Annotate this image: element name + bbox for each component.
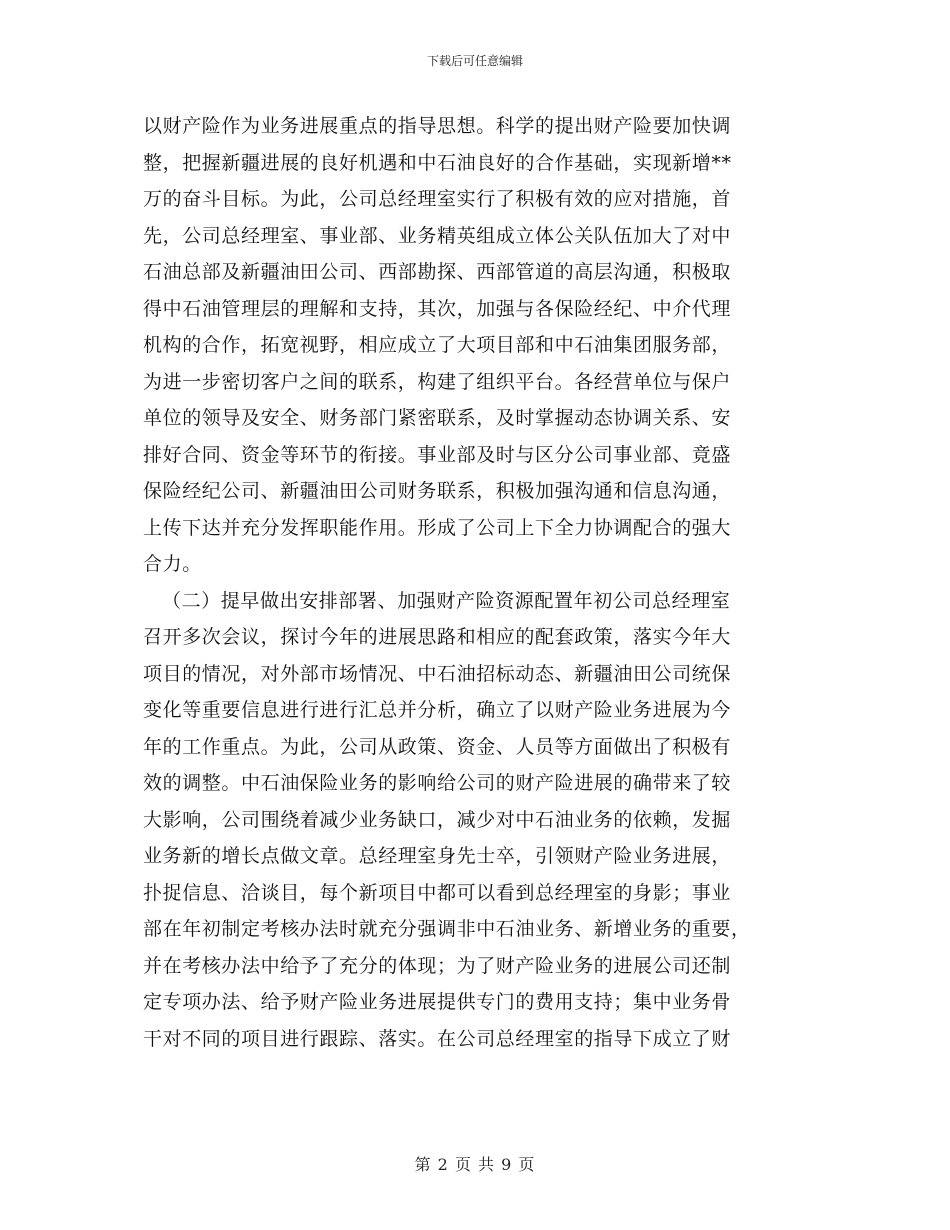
text-line: 保险经纪公司、新疆油田公司财务联系，积极加强沟通和信息沟通， <box>143 480 732 502</box>
text-line: 大影响，公司围绕着减少业务缺口，减少对中石油业务的依赖，发掘 <box>143 808 732 831</box>
text-line: 效的调整。中石油保险业务的影响给公司的财产险进展的确带来了较 <box>143 772 732 794</box>
text-line: 上传下达并充分发挥职能作用。形成了公司上下全力协调配合的强大 <box>143 516 732 539</box>
text-line: 干对不同的项目进行跟踪、落实。在公司总经理室的指导下成立了财 <box>143 1027 732 1050</box>
text-line: 扑捉信息、洽谈目，每个新项目中都可以看到总经理室的身影；事业 <box>143 881 732 904</box>
text-line: 部在年初制定考核办法时就充分强调非中石油业务、新增业务的重要， <box>143 918 751 940</box>
text-line: 万的奋斗目标。为此，公司总经理室实行了积极有效的应对措施，首 <box>143 188 732 210</box>
text-line: 合力。 <box>143 553 202 575</box>
document-body <box>143 108 803 1057</box>
paragraph-heading-line: （二）提早做出安排部署、加强财产险资源配置年初公司总经理室 <box>162 589 731 612</box>
text-line: 机构的合作，拓宽视野，相应成立了大项目部和中石油集团服务部， <box>143 334 732 356</box>
text-line: 单位的领导及安全、财务部门紧密联系，及时掌握动态协调关系、安 <box>143 407 732 429</box>
text-line: 召开多次会议，探讨今年的进展思路和相应的配套政策，落实今年大 <box>143 626 732 648</box>
text-line: 变化等重要信息进行进行汇总并分析，确立了以财产险业务进展为今 <box>143 699 732 721</box>
text-line: 先，公司总经理室、事业部、业务精英组成立体公关队伍加大了对中 <box>143 224 732 247</box>
text-line: 石油总部及新疆油田公司、西部勘探、西部管道的高层沟通，积极取 <box>143 261 732 283</box>
text-line: 以财产险作为业务进展重点的指导思想。科学的提出财产险要加快调 <box>143 115 732 137</box>
text-line: 定专项办法、给予财产险业务进展提供专门的费用支持；集中业务骨 <box>143 991 732 1013</box>
text-line: 年的工作重点。为此，公司从政策、资金、人员等方面做出了积极有 <box>143 735 732 758</box>
text-line: 整，把握新疆进展的良好机遇和中石油良好的合作基础，实现新增** <box>143 151 732 174</box>
text-line: 为进一步密切客户之间的联系，构建了组织平台。各经营单位与保户 <box>143 370 732 393</box>
text-line: 得中石油管理层的理解和支持，其次，加强与各保险经纪、中介代理 <box>143 297 732 320</box>
text-line: 排好合同、资金等环节的衔接。事业部及时与区分公司事业部、竟盛 <box>143 443 732 466</box>
text-line: 业务新的增长点做文章。总经理室身先士卒，引领财产险业务进展， <box>143 845 732 867</box>
text-line: 并在考核办法中给予了充分的体现；为了财产险业务的进展公司还制 <box>143 954 732 977</box>
text-line: 项目的情况，对外部市场情况、中石油招标动态、新疆油田公司统保 <box>143 662 732 685</box>
page-header: 下载后可任意编辑 <box>426 54 523 68</box>
page-number-footer: 第 2 页 共 9 页 <box>414 1155 536 1174</box>
